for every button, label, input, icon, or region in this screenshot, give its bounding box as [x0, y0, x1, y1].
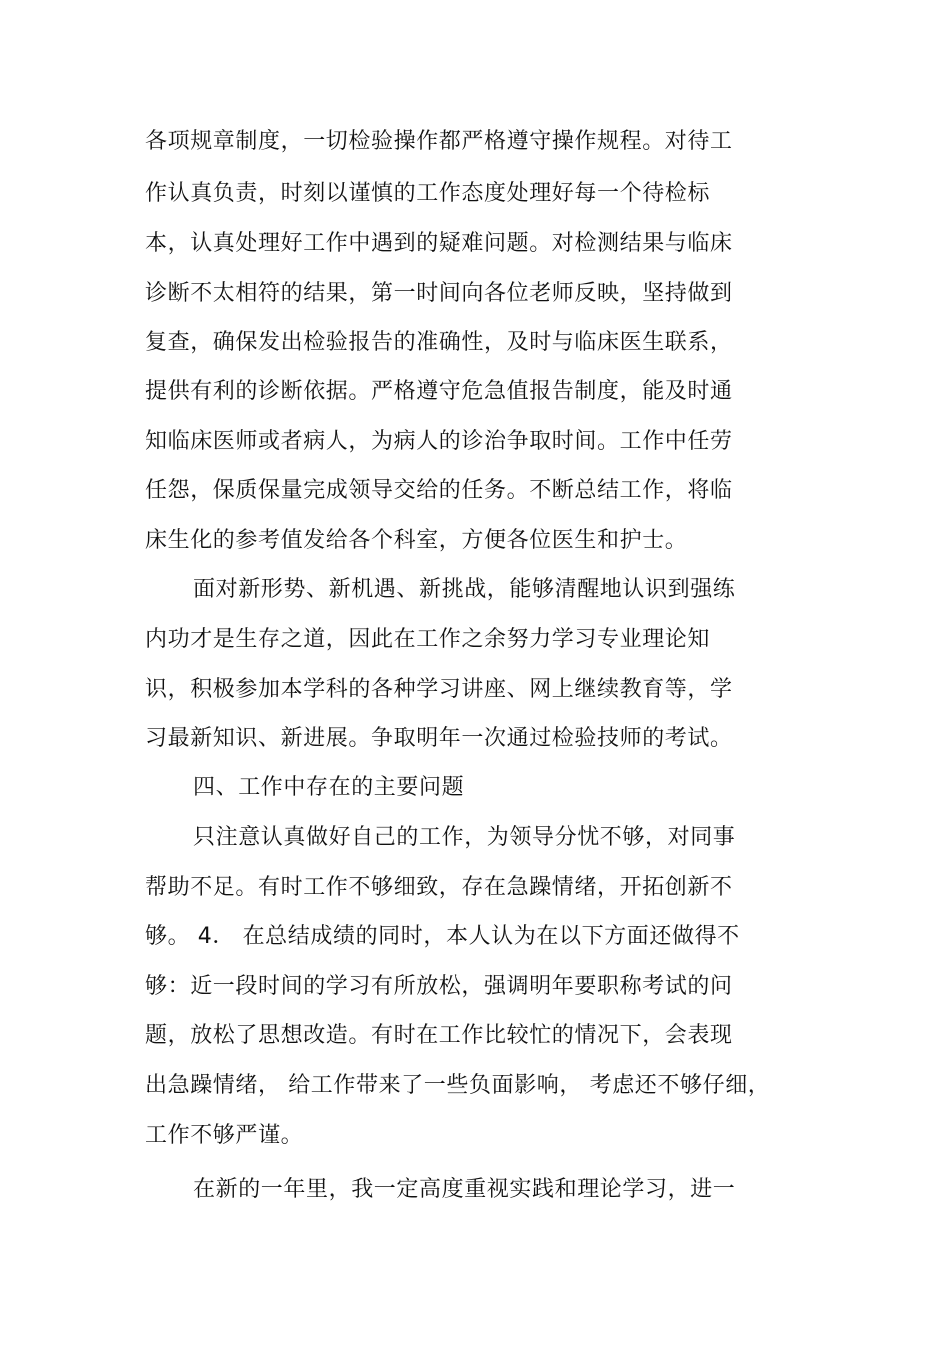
text-line: 出急躁情绪， 给工作带来了一些负面影响， 考虑还不够仔细，: [145, 1073, 771, 1098]
section-heading: 四、工作中存在的主要问题: [193, 775, 465, 800]
text-line: 习最新知识、新进展。争取明年一次通过检验技师的考试。: [145, 726, 733, 751]
text-line: 提供有利的诊断依据。严格遵守危急值报告制度，能及时通: [145, 379, 733, 404]
text-line: 内功才是生存之道，因此在工作之余努力学习专业理论知: [145, 627, 711, 652]
text-line: 本，认真处理好工作中遇到的疑难问题。对检测结果与临床: [145, 231, 733, 256]
paragraph-start-line: 在新的一年里，我一定高度重视实践和理论学习，进一: [193, 1177, 736, 1202]
text-line: 题，放松了思想改造。有时在工作比较忙的情况下，会表现: [145, 1023, 733, 1048]
text-line: 知临床医师或者病人，为病人的诊治争取时间。工作中任劳: [145, 429, 733, 454]
text-line: 任怨，保质保量完成领导交给的任务。不断总结工作，将临: [145, 478, 733, 503]
text-line: 各项规章制度，一切检验操作都严格遵守操作规程。对待工: [145, 129, 733, 154]
text-line: 复查，确保发出检验报告的准确性，及时与临床医生联系，: [145, 330, 733, 355]
paragraph-start-line: 面对新形势、新机遇、新挑战，能够清醒地认识到强练: [193, 577, 736, 602]
text-line: 工作不够严谨。: [145, 1123, 304, 1148]
text-line: 够。 4． 在总结成绩的同时，本人认为在以下方面还做得不: [145, 924, 740, 949]
text-line: 帮助不足。有时工作不够细致，存在急躁情绪，开拓创新不: [145, 875, 733, 900]
text-line: 够：近一段时间的学习有所放松，强调明年要职称考试的问: [145, 974, 733, 999]
text-line: 床生化的参考值发给各个科室，方便各位医生和护士。: [145, 528, 688, 553]
paragraph-start-line: 只注意认真做好自己的工作，为领导分忧不够，对同事: [193, 825, 736, 850]
text-line: 作认真负责，时刻以谨慎的工作态度处理好每一个待检标: [145, 181, 711, 206]
text-line: 诊断不太相符的结果，第一时间向各位老师反映，坚持做到: [145, 281, 733, 306]
text-line: 识，积极参加本学科的各种学习讲座、网上继续教育等，学: [145, 677, 733, 702]
